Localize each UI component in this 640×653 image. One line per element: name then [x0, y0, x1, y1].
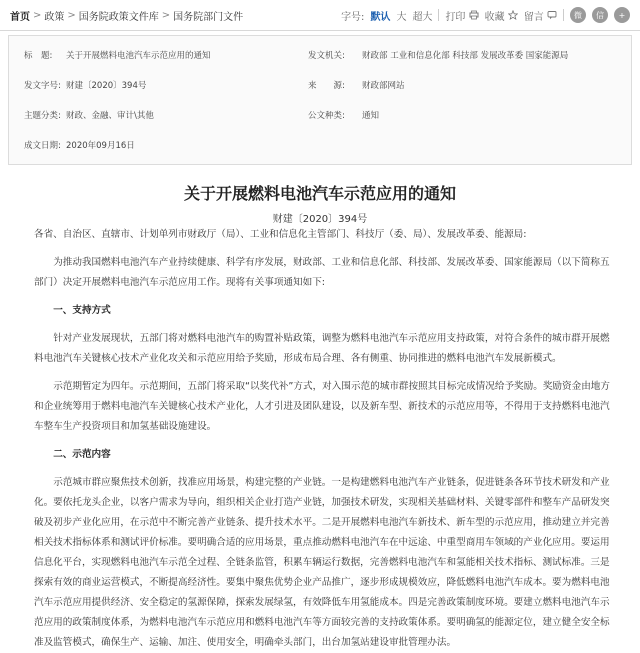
type-value: 通知 [362, 111, 380, 121]
paragraph: 针对产业发展现状，五部门将对燃料电池汽车的购置补贴政策，调整为燃料电池汽车示范应用支持政策，对符合条件的城市群开展燃料电池汽车关键核心技术产业化攻关和示范应用给予奖励，形成布局合理、各有侧重、协同推进的燃料电池汽车发展新模式。 [34, 333, 610, 364]
topic-label: 主题分类: [24, 111, 61, 121]
favorite-button[interactable] [485, 8, 518, 23]
breadcrumb-policy[interactable]: 政策 [44, 11, 65, 23]
breadcrumb-separator: > [33, 9, 42, 21]
docno-value: 财建〔2020〕394号 [66, 81, 147, 91]
print-button[interactable] [445, 8, 478, 23]
section-heading: 二、示范内容 [53, 449, 111, 460]
divider [563, 9, 564, 21]
document-title: 关于开展燃料电池汽车示范应用的通知 [183, 184, 456, 203]
divider [438, 9, 439, 21]
section-heading: 一、支持方式 [53, 305, 111, 316]
issuer-label: 发文机关: [308, 51, 345, 61]
weibo-share-icon[interactable]: 微 [570, 7, 586, 23]
topic-value: 财政、金融、审计\其他 [66, 111, 154, 121]
comment-button[interactable] [524, 8, 557, 23]
title-value: 关于开展燃料电池汽车示范应用的通知 [66, 51, 211, 61]
paragraph: 示范城市群应聚焦技术创新，找准应用场景，构建完整的产业链。一是构建燃料电池汽车产业链条，促进链条各环节技术研发和产业化。要依托龙头企业，以客户需求为导向，组织相关企业打造产业链，加强技术研发，实现相关基础材料、关键零部件和整车产品研发突破及初步产业化应用，在示范中不断完善产业链条、提升技术水平。二是开展燃料电池汽车新技术、新车型的示范应用，推动建立并完善相关技术指标体系和测试评价标准。要明确合适的应用场景，重点推动燃料电池汽车在中远途、中重型商用车领域的产业化应用。要运用信息化平台，实现燃料电池汽车示范全过程、全链条监管，积累车辆运行数据，完善燃料电池汽车和氢能相关技术指标、测试标准。三是探索有效的商业运营模式，不断提高经济性。要集中聚焦优势企业产品推广，逐步形成规模效应，降低燃料电池汽车成本。要为燃料电池汽车示范应用提供经济、安全稳定的氢源保障，探索发展绿氢，有效降低车用氢能成本。四是完善政策制度环境。要建立燃料电池汽车示范应用的政策制度体系，为燃料电池汽车示范应用和燃料电池汽车等方面较完善的支持政策体系。要明确氢的能源定位，建立健全安全标准及监管模式，确保生产、运输、加注、使用安全，明确牵头部门，出台加氢站建设审批管理办法。 [34, 477, 610, 648]
title-label: 标 题: [24, 51, 53, 61]
docno-label: 发文字号: [24, 81, 61, 91]
metadata-table [23, 40, 617, 160]
document-body [0, 225, 640, 653]
source-label: 来 源: [308, 81, 345, 91]
font-large-button[interactable]: 大 [396, 11, 407, 23]
breadcrumb-separator: > [67, 9, 76, 21]
type-label: 公文种类: [308, 111, 345, 121]
paragraph: 示范期暂定为四年。示范期间，五部门将采取“以奖代补”方式，对入围示范的城市群按照其目标完成情况给予奖励。奖励资金由地方和企业统筹用于燃料电池汽车关键核心技术产业化，人才引进及团队建设，以及新车型、新技术的示范应用等，不得用于支持燃料电池汽车整车生产投资项目和加氢基础设施建设。 [34, 381, 610, 432]
font-xlarge-button[interactable]: 超大 [412, 11, 433, 23]
print-label: 打印 [445, 11, 466, 23]
breadcrumb-department-files[interactable]: 国务院部门文件 [173, 11, 244, 23]
more-share-icon[interactable]: + [614, 7, 630, 23]
comment-label: 留言 [523, 11, 544, 23]
breadcrumb-separator: > [161, 9, 171, 21]
star-icon [508, 10, 518, 20]
document-number: 财建〔2020〕394号 [272, 214, 368, 225]
comment-icon [547, 10, 557, 20]
document-metadata [8, 35, 632, 165]
top-bar [0, 0, 640, 31]
date-label: 成文日期: [24, 141, 61, 151]
favorite-label: 收藏 [484, 11, 505, 23]
intro-paragraph: 为推动我国燃料电池汽车产业持续健康、科学有序发展，财政部、工业和信息化部、科技部、发展改革委、国家能源局（以下简称五部门）决定开展燃料电池汽车示范应用工作。现将有关事项通知如下: [34, 257, 610, 288]
font-default-button[interactable]: 默认 [370, 11, 391, 23]
wechat-share-icon[interactable]: 信 [592, 7, 608, 23]
breadcrumb-policy-library[interactable]: 国务院政策文件库 [78, 11, 159, 23]
breadcrumb-home[interactable]: 首页 [10, 11, 30, 23]
date-value: 2020年09月16日 [66, 141, 135, 151]
source-value: 财政部网站 [362, 81, 405, 91]
issuer-value: 财政部 工业和信息化部 科技部 发展改革委 国家能源局 [362, 51, 569, 61]
font-size-label: 字号: [341, 11, 365, 23]
print-icon [469, 10, 479, 20]
addressees: 各省、自治区、直辖市、计划单列市财政厅（局）、工业和信息化主管部门、科技厅（委、局）、发展改革委、能源局: [34, 229, 527, 240]
breadcrumb [10, 8, 243, 23]
toolbar [341, 0, 630, 30]
